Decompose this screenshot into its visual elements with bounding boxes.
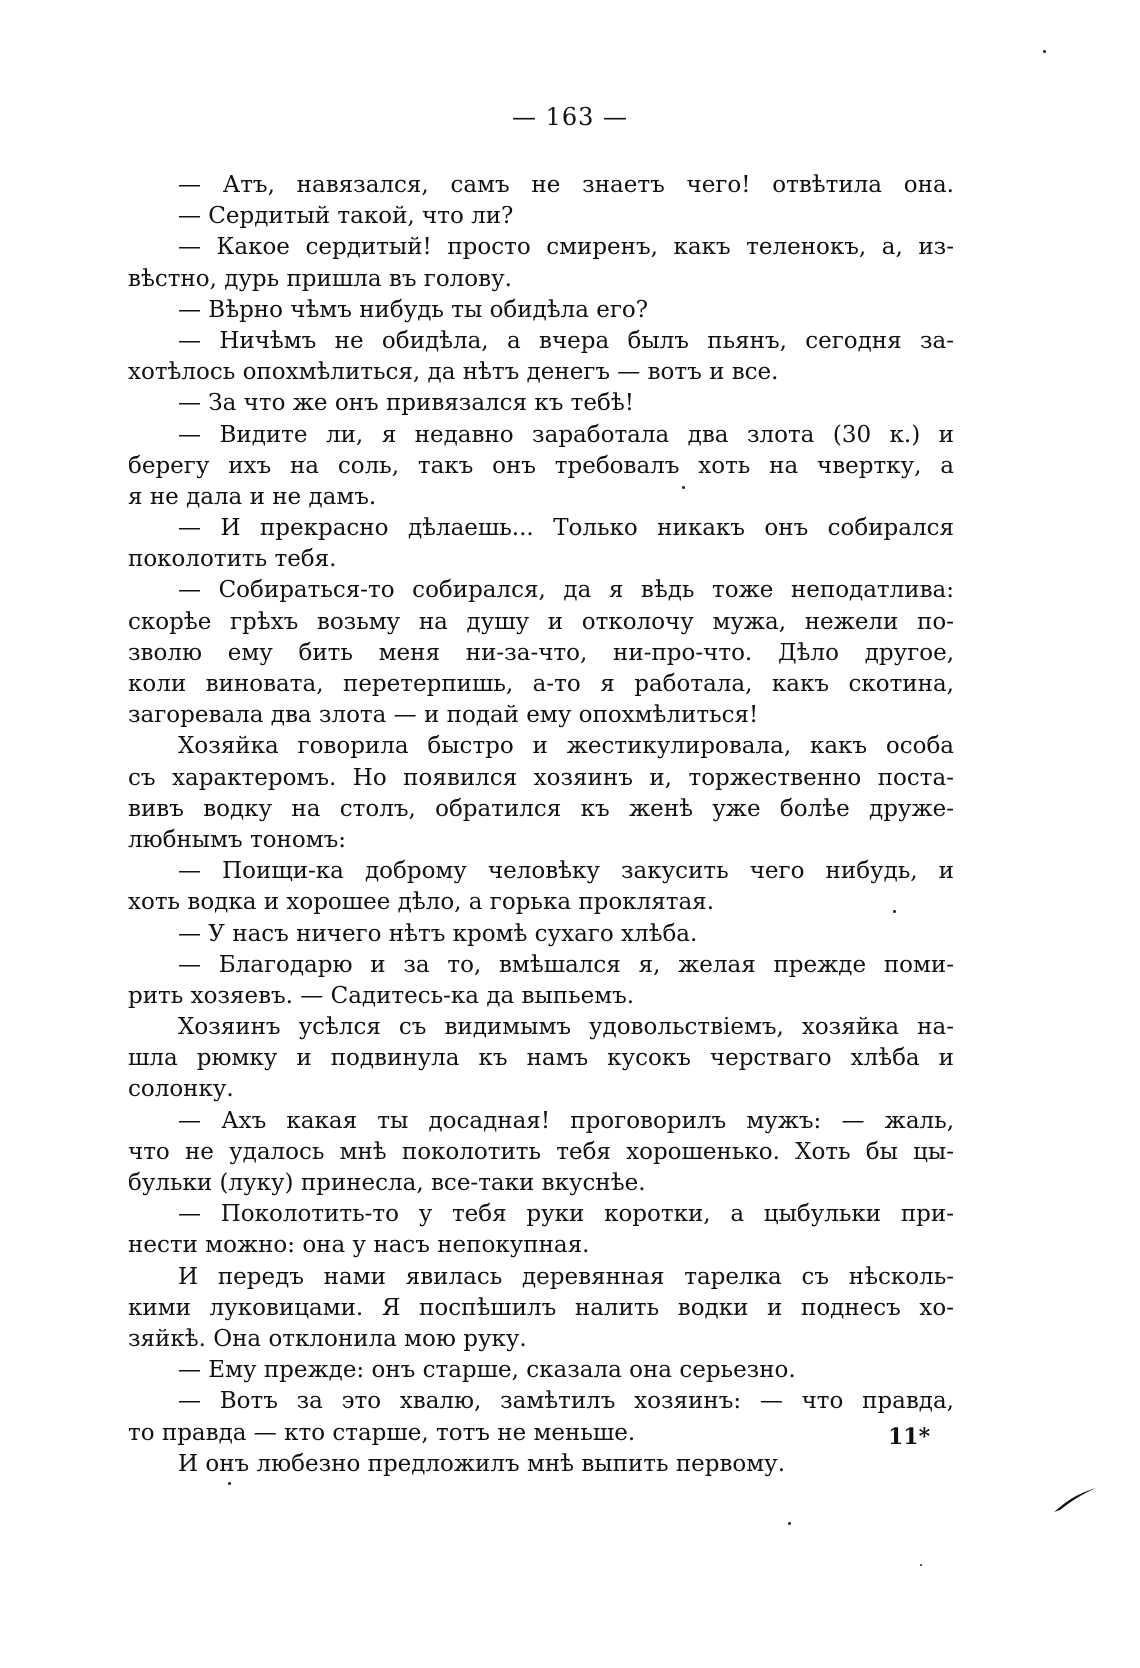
text-line: солонку. [128,1076,234,1103]
text-line: — Видите ли, я недавно заработала два злота (30 к.) и [178,421,954,448]
text-line: Хозяинъ усѣлся съ видимымъ удовольствіемъ, хозяйка на- [178,1014,954,1041]
text-line: — Ахъ какая ты досадная! проговорилъ мужъ: — жаль, [178,1107,954,1134]
text-line: загоревала два злота — и подай ему опохмѣлиться! [128,702,759,729]
print-speck [1043,50,1046,53]
text-line: я не дала и не дамъ. [128,483,377,510]
text-line: зяйкѣ. Она отклонила мою руку. [128,1325,527,1352]
text-line: вивъ водку на столъ, обратился къ женѣ уже болѣе друже- [128,795,954,822]
text-line: зволю ему бить меня ни-за-что, ни-про-что. Дѣло другое, [128,639,954,666]
text-line: — Какое сердитый! просто смиренъ, какъ теленокъ, а, из- [178,234,954,261]
text-line: нести можно: она у насъ непокупная. [128,1232,590,1259]
body-text [128,170,954,1480]
text-line: любнымъ тономъ: [128,826,346,853]
text-line: — Собираться-то собирался, да я вѣдь тоже неподатлива: [178,577,954,604]
text-line: — Ничѣмъ не обидѣла, а вчера былъ пьянъ, сегодня за- [178,327,954,354]
text-line: кими луковицами. Я поспѣшилъ налить водки и поднесъ хо- [128,1294,954,1321]
text-line: — Поищи-ка доброму человѣку закусить чего нибудь, и [178,858,954,885]
text-line: съ характеромъ. Но появился хозяинъ и, торжественно поста- [128,764,954,791]
text-line: коли виновата, перетерпишь, а-то я работала, какъ скотина, [128,671,954,697]
text-line: — Сердитый такой, что ли? [178,203,514,230]
print-speck [920,1564,922,1566]
page-number: — 163 — [511,103,629,131]
text-line: берегу ихъ на соль, такъ онъ требовалъ хоть на чвертку, а [128,452,954,479]
text-line: — Вотъ за это хвалю, замѣтилъ хозяинъ: — что правда, [178,1388,954,1415]
text-line: — Ему прежде: онъ старше, сказала она серьезно. [178,1357,796,1384]
text-line: бульки (луку) принесла, все-таки вкуснѣе. [128,1170,646,1196]
text-line: И онъ любезно предложилъ мнѣ выпить первому. [178,1450,786,1477]
text-line: И передъ нами явилась деревянная тарелка съ нѣсколь- [178,1263,954,1290]
text-line: вѣстно, дурь пришла въ голову. [128,265,512,292]
text-line: скорѣе грѣхъ возьму на душу и отколочу мужа, нежели по- [128,608,954,635]
text-line: хотѣлось опохмѣлиться, да нѣтъ денегъ — вотъ и все. [128,359,779,386]
text-line: то правда — кто старше, тотъ не меньше. [128,1419,636,1446]
text-line: — Поколотить-то у тебя руки коротки, а цыбульки при- [178,1201,954,1228]
text-line: — У насъ ничего нѣтъ кромѣ сухаго хлѣба. [178,920,698,947]
print-speck [682,486,685,489]
text-line: Хозяйка говорила быстро и жестикулировала, какъ особа [178,733,954,760]
text-line: что не удалось мнѣ поколотить тебя хорошенько. Хоть бы цы- [128,1138,954,1165]
quill-mark-icon [1052,1484,1098,1514]
text-line: — Атъ, навязался, самъ не знаетъ чего! отвѣтила она. [178,172,954,198]
text-line: поколотить тебя. [128,546,337,573]
text-line: хоть водка и хорошее дѣло, а горька проклятая. [128,889,715,916]
print-speck [788,1522,791,1525]
text-line: — И прекрасно дѣлаешь... Только никакъ онъ собирался [178,515,954,542]
text-line: — За что же онъ привязался къ тебѣ! [178,390,634,417]
text-line: рить хозяевъ. — Садитесь-ка да выпьемъ. [128,982,635,1009]
print-speck [228,1482,231,1485]
print-speck [893,910,896,913]
signature-mark: 11* [888,1424,931,1450]
text-line: — Вѣрно чѣмъ нибудь ты обидѣла его? [178,296,649,323]
text-line: шла рюмку и подвинула къ намъ кусокъ черстваго хлѣба и [128,1045,954,1072]
text-line: — Благодарю и за то, вмѣшался я, желая прежде поми- [178,951,954,978]
